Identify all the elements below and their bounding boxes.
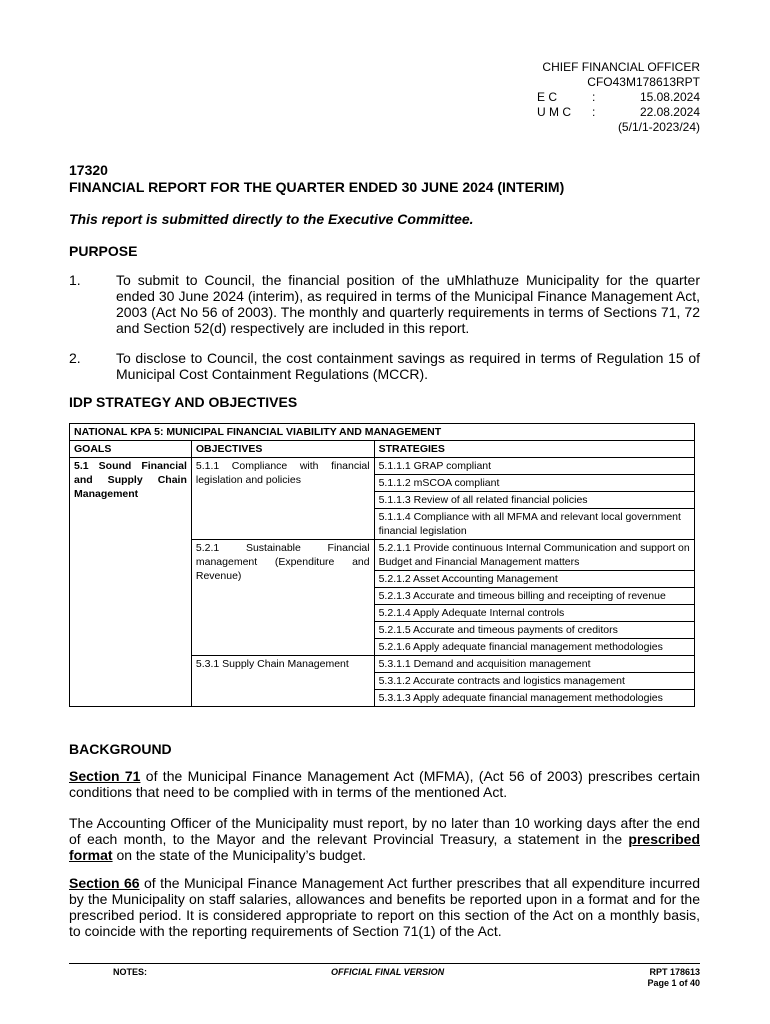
purpose-item-text: To disclose to Council, the cost containment savings as required in terms of Regulation 15 of Municipal Cost Containment Regulations (MCCR).	[116, 350, 700, 382]
strategy-cell: 5.1.1.4 Compliance with all MFMA and relevant local government financial legislation	[374, 509, 694, 540]
strategy-cell: 5.3.1.2 Accurate contracts and logistics management	[374, 673, 694, 690]
strategy-cell: 5.1.1.3 Review of all related financial policies	[374, 492, 694, 509]
section-66-ref: Section 66	[69, 875, 140, 891]
strategy-cell: 5.2.1.2 Asset Accounting Management	[374, 571, 694, 588]
prescribed-format-ref: prescribed format	[69, 831, 700, 863]
report-title: FINANCIAL REPORT FOR THE QUARTER ENDED 30 JUNE 2024 (INTERIM)	[69, 179, 565, 195]
purpose-item-number: 2.	[69, 350, 81, 366]
col-goals: GOALS	[70, 441, 192, 458]
objective-cell: 5.2.1 Sustainable Financial management (Expenditure and Revenue)	[191, 540, 374, 656]
col-strategies: STRATEGIES	[374, 441, 694, 458]
strategy-cell: 5.2.1.5 Accurate and timeous payments of creditors	[374, 622, 694, 639]
ec-colon: :	[592, 90, 596, 104]
purpose-item-number: 1.	[69, 272, 81, 288]
header-block	[537, 60, 700, 135]
paragraph-text: of the Municipal Finance Management Act further prescribes that all expenditure incurred by the Municipality on staff salaries, allowances and benefits be reported upon in a format and for the prescribed period. It is considered appropriate to report on this section of the Act on a monthly basis, to coincide with the reporting requirements of Section 71(1) of the Act.	[69, 875, 700, 939]
paragraph-text: of the Municipal Finance Management Act (MFMA), (Act 56 of 2003) prescribes certain conditions that need to be complied with in terms of the mentioned Act.	[69, 768, 700, 800]
footer-notes: NOTES:	[113, 967, 148, 977]
purpose-item-2	[69, 350, 700, 382]
header-office: CHIEF FINANCIAL OFFICER	[542, 60, 700, 74]
strategy-cell: 5.2.1.6 Apply adequate financial management methodologies	[374, 639, 694, 656]
footer-page-number: Page 1 of 40	[647, 978, 700, 988]
header-ref-code: CFO43M178613RPT	[587, 75, 700, 89]
footer-version: OFFICIAL FINAL VERSION	[331, 967, 445, 977]
purpose-item-text: To submit to Council, the financial position of the uMhlathuze Municipality for the quarter ended 30 June 2024 (interim), as required in terms of the Municipal Finance Management Act, 2003 (Act No 56 of 2003). The monthly and quarterly requirements in terms of Sections 71, 72 and Section 52(d) respectively are included in this report.	[116, 272, 700, 336]
umc-date: 22.08.2024	[639, 105, 700, 119]
strategy-cell: 5.2.1.1 Provide continuous Internal Communication and support on Budget and Financial Management matters	[374, 540, 694, 571]
idp-table	[69, 423, 695, 707]
strategy-cell: 5.3.1.3 Apply adequate financial management methodologies	[374, 690, 694, 707]
goal-cell: 5.1 Sound Financial and Supply Chain Management	[70, 458, 192, 707]
purpose-item-1	[69, 272, 700, 336]
strategy-cell: 5.1.1.1 GRAP compliant	[374, 458, 694, 475]
purpose-heading: PURPOSE	[69, 243, 138, 259]
background-paragraph-1	[69, 768, 700, 800]
ec-label: E C	[537, 90, 558, 104]
table-title: NATIONAL KPA 5: MUNICIPAL FINANCIAL VIABILITY AND MANAGEMENT	[70, 424, 695, 441]
strategy-cell: 5.1.1.2 mSCOA compliant	[374, 475, 694, 492]
report-number: 17320	[69, 162, 108, 178]
section-71-ref: Section 71	[69, 768, 141, 784]
footer-report-number: RPT 178613	[649, 967, 700, 977]
idp-heading: IDP STRATEGY AND OBJECTIVES	[69, 394, 298, 410]
table-row	[70, 424, 695, 441]
background-paragraph-3	[69, 875, 700, 939]
strategy-cell: 5.3.1.1 Demand and acquisition management	[374, 656, 694, 673]
table-row	[70, 458, 695, 475]
header-file-ref: (5/1/1-2023/24)	[617, 120, 700, 134]
background-paragraph-2	[69, 815, 700, 863]
objective-cell: 5.1.1 Compliance with financial legislation and policies	[191, 458, 374, 540]
ec-date: 15.08.2024	[639, 90, 700, 104]
header-umc-row	[537, 105, 700, 120]
submission-note: This report is submitted directly to the Executive Committee.	[69, 211, 474, 227]
umc-label: U M C	[537, 105, 571, 119]
background-heading: BACKGROUND	[69, 741, 172, 757]
col-objectives: OBJECTIVES	[191, 441, 374, 458]
umc-colon: :	[592, 105, 596, 119]
paragraph-text: The Accounting Officer of the Municipality must report, by no later than 10 working days after the end of each month, to the Mayor and the relevant Provincial Treasury, a statement in the	[69, 815, 700, 847]
strategy-cell: 5.2.1.3 Accurate and timeous billing and receipting of revenue	[374, 588, 694, 605]
objective-cell: 5.3.1 Supply Chain Management	[191, 656, 374, 707]
table-row	[70, 441, 695, 458]
strategy-cell: 5.2.1.4 Apply Adequate Internal controls	[374, 605, 694, 622]
footer-divider	[69, 963, 700, 964]
footer-page-info	[647, 967, 700, 989]
paragraph-text: on the state of the Municipality’s budget.	[112, 847, 367, 863]
header-ec-row	[537, 90, 700, 105]
